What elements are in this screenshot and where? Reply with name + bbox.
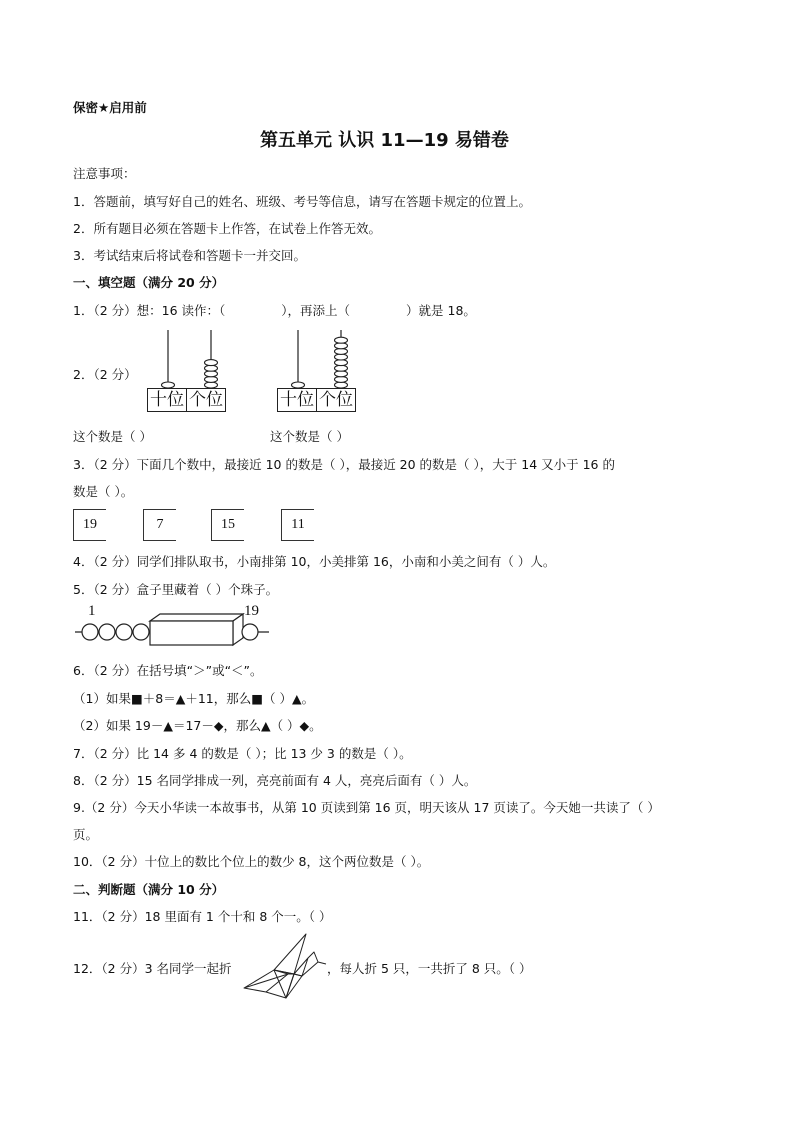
bead: [82, 624, 98, 640]
question-4: 4．（2 分）同学们排队取书，小南排第 10，小美排第 16，小南和小美之间有（ ）人。: [73, 554, 556, 569]
abacus-right: [280, 330, 380, 390]
question-12-part2: ，每人折 5 只，一共折了 8 只。（ ）: [327, 961, 532, 976]
bead: [242, 624, 258, 640]
question-6-sub2: （2）如果 19－▲＝17－◆，那么▲（ ）◆。: [73, 718, 322, 733]
notice-heading: 注意事项：: [73, 166, 136, 181]
number-card: 7: [143, 509, 176, 541]
question-1: 1．（2 分）想：16 读作：（ ），再添上（ ）就是 18。: [73, 303, 476, 318]
number-card: 11: [281, 509, 314, 541]
question-2-answer-left: 这个数是（ ）: [73, 429, 152, 444]
notice-item: 2．所有题目必须在答题卡上作答，在试卷上作答无效。: [73, 221, 381, 236]
question-8: 8．（2 分）15 名同学排成一列，亮亮前面有 4 人，亮亮后面有（ ）人。: [73, 773, 477, 788]
ones-place-label: 个位: [316, 389, 355, 411]
question-2-label: 2．（2 分）: [73, 367, 137, 382]
bead: [133, 624, 149, 640]
hidden-box: [150, 614, 243, 645]
question-5: 5．（2 分）盒子里藏着（ ）个珠子。: [73, 582, 279, 597]
tens-place-label: 十位: [150, 390, 184, 409]
bead: [116, 624, 132, 640]
number-card: 15: [211, 509, 244, 541]
page-title: 第五单元 认识 11—19 易错卷: [260, 130, 509, 151]
place-value-chart-left: [147, 388, 226, 412]
question-3: 3．（2 分）下面几个数中，最接近 10 的数是（ ），最接近 20 的数是（ ），大于 14 又小于 16 的: [73, 457, 615, 472]
notice-item: 1．答题前，填写好自己的姓名、班级、考号等信息，请写在答题卡规定的位置上。: [73, 194, 531, 209]
notice-item: 3．考试结束后将试卷和答题卡一并交回。: [73, 248, 306, 263]
bead-box-diagram: [73, 612, 273, 652]
place-value-chart-right: [277, 388, 356, 412]
bead-end-number: 19: [244, 603, 259, 619]
section-heading-judgment: 二、判断题（满分 10 分）: [73, 882, 225, 897]
question-6: 6．（2 分）在括号填“＞”或“＜”。: [73, 663, 263, 678]
confidential-label: 保密★启用前: [73, 100, 147, 115]
abacus-bead: [335, 337, 348, 343]
question-7: 7．（2 分）比 14 多 4 的数是（ ）；比 13 少 3 的数是（ ）。: [73, 746, 412, 761]
abacus-left: [150, 330, 250, 390]
question-12-part1: 12．（2 分）3 名同学一起折: [73, 961, 232, 976]
section-heading-fill-blank: 一、填空题（满分 20 分）: [73, 275, 225, 290]
question-10: 10．（2 分）十位上的数比个位上的数少 8，这个两位数是（ ）。: [73, 854, 430, 869]
bead-start-number: 1: [88, 603, 96, 619]
question-11: 11．（2 分）18 里面有 1 个十和 8 个一。（ ）: [73, 909, 332, 924]
question-9: 9.（2 分）今天小华读一本故事书，从第 10 页读到第 16 页，明天该从 17 页读了。今天她一共读了（ ）: [73, 800, 660, 815]
ones-place-label: 个位: [186, 389, 225, 411]
number-card: 19: [73, 509, 106, 541]
paper-crane-icon: [242, 932, 327, 1000]
abacus-bead: [205, 360, 218, 366]
tens-place-label: 十位: [280, 390, 314, 409]
question-2-answer-right: 这个数是（ ）: [270, 429, 349, 444]
question-9-cont: 页。: [73, 827, 99, 842]
question-6-sub1: （1）如果■＋8＝▲＋11，那么■（ ）▲。: [73, 691, 315, 706]
bead: [99, 624, 115, 640]
question-3-cont: 数是（ ）。: [73, 484, 134, 499]
